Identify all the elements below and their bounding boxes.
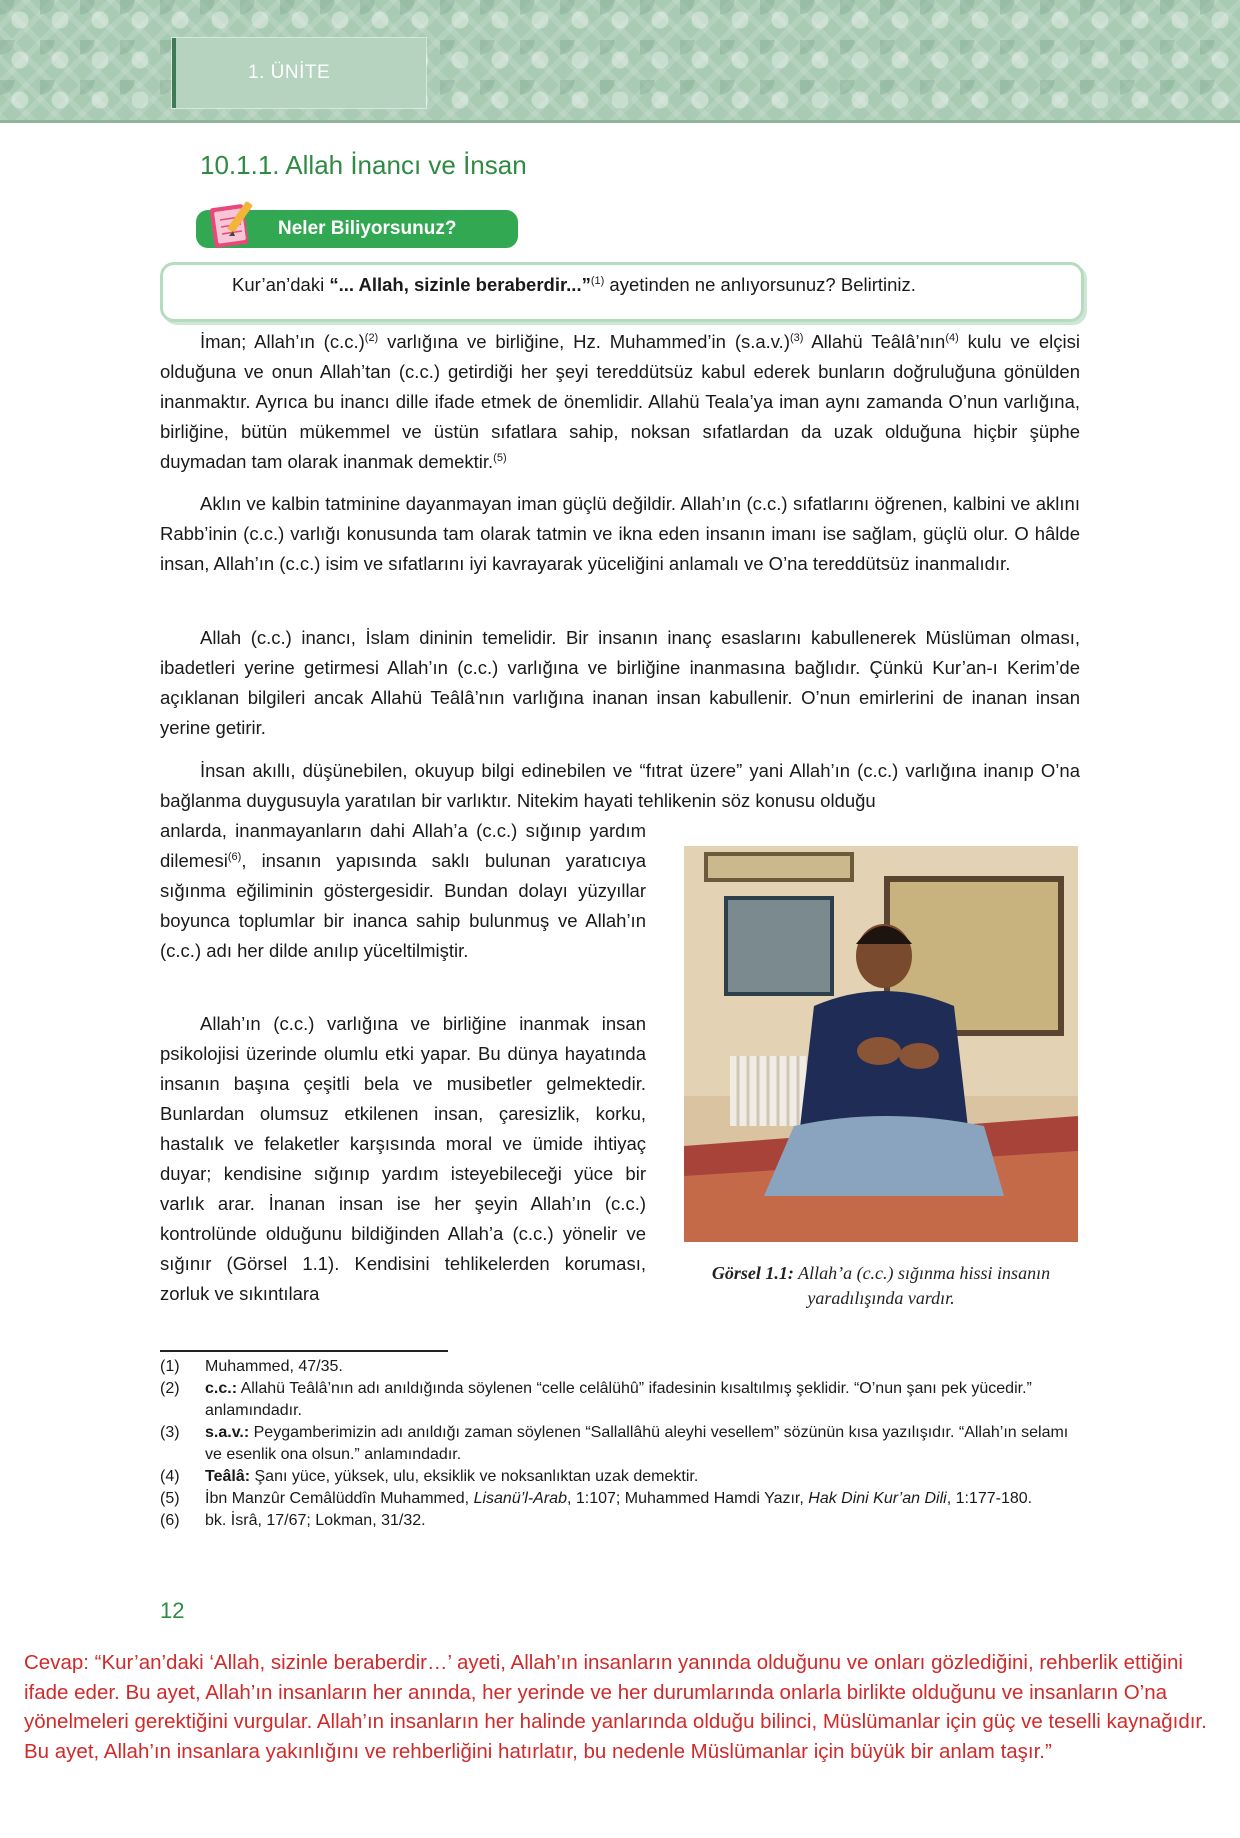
pill-label: Neler Biliyorsunuz?: [278, 218, 457, 239]
unit-label: 1. ÜNİTE: [248, 62, 331, 83]
paragraph-2: Aklın ve kalbin tatminine dayanmayan iman güçlü değildir. Allah’ın (c.c.) sıfatlarını öğrenen, kalbini ve aklını Rabb’inin (c.c.) varlığı konusunda tam olarak tatmin ve ikna eden insanın imanı ise sağlam, güçlü olur. O hâlde insan, Allah’ın (c.c.) isim ve sıfatlarını iyi kavrayarak yüceliğini anlamalı ve O’na tereddütsüz inanmalıdır.: [160, 493, 1080, 574]
answer-text: Cevap: “Kur’an’daki ‘Allah, sizinle beraberdir…’ ayeti, Allah’ın insanların yanında olduğunu ve onları gözlediğini, rehberlik ettiğini ifade eder. Bu ayet, Allah’ın insanların her anında, her yerinde ve her durumlarında onlarla birlikte olduğunu ve insanların O’na yönelmeleri gerektiğini vurgular. Allah’ın insanların her halinde yanlarında olduğu bilinci, Müslümanlar için güç ve teselli kaynağıdır. Bu ayet, Allah’ın insanlara yakınlığını ve rehberliğini hatırlatır, bu nedenle Müslümanlar için büyük bir anlam taşır.”: [24, 1651, 1207, 1763]
footnote-item: (3) s.a.v.: Peygamberimizin adı anıldığı zaman söylenen “Sallallâhü aleyhi vesellem” sözünün kısa yazılışıdır. “Allah’ın selamı ve esenlik ona olsun.” anlamındadır.: [160, 1424, 1069, 1463]
footnote-item: (1) Muhammed, 47/35.: [160, 1358, 343, 1375]
footnote-item: (2) c.c.: Allahü Teâlâ’nın adı anıldığında söylenen “celle celâlühû” ifadesinin kısaltılmış şeklidir. “O’nun şanı pek yücedir.” anlamındadır.: [160, 1380, 1032, 1419]
question-pre: Kur’an’daki: [232, 274, 330, 295]
pencil-notepad-icon: [210, 198, 256, 250]
prayer-photo: [684, 846, 1078, 1242]
footnotes: [160, 1356, 1080, 1532]
section-title: 10.1.1. Allah İnancı ve İnsan: [200, 150, 527, 180]
page-number: 12: [160, 1598, 185, 1623]
paragraph-5: Allah’ın (c.c.) varlığına ve birliğine inanmak insan psikolojisi üzerinde olumlu etki yapar. Bu dünya hayatında insanın başına çeşitli bela ve musibetler gelmektedir. Bunlardan olumsuz etkilenen insan, çaresizlik, korku, hastalık ve felaketler karşısında moral ve ümide ihtiyaç duyar; kendisine sığınıp yardım isteyebileceği yüce bir varlık arar. İnanan insan ise her şeyin Allah’ın (c.c.) kontrolünde olduğunu bildiğinden Allah’a (c.c.) yönelir ve sığınır (Görsel 1.1). Kendisini tehlikelerden koruması, zorluk ve sıkıntılara: [160, 1013, 646, 1304]
footnote-item: (5) İbn Manzûr Cemâlüddîn Muhammed, Lisanü’l-Arab, 1:107; Muhammed Hamdi Yazır, Hak Dini Kur’an Dili, 1:177-180.: [160, 1490, 1033, 1507]
footnote-divider: [160, 1350, 448, 1352]
question-quote: “... Allah, sizinle beraberdir...”: [329, 274, 591, 295]
footnote-item: (6) bk. İsrâ, 17/67; Lokman, 31/32.: [160, 1512, 426, 1529]
figure-caption: Görsel 1.1: Allah’a (c.c.) sığınma hissi insanın yaradılışında vardır.: [711, 1263, 1051, 1308]
question-post: ayetinden ne anlıyorsunuz? Belirtiniz.: [604, 274, 916, 295]
paragraph-4-full: İnsan akıllı, düşünebilen, okuyup bilgi edinebilen ve “fıtrat üzere” yani Allah’ın (c.c.) varlığına inanıp O’na bağlanma duygusuyla yaratılan bir varlıktır. Nitekim hayati tehlikenin söz konusu olduğu: [160, 760, 1080, 811]
footnote-ref: (1): [590, 274, 605, 287]
footnote-item: (4) Teâlâ: Şanı yüce, yüksek, ulu, eksiklik ve noksanlıktan uzak demektir.: [160, 1468, 699, 1485]
paragraph-4-narrow: anlarda, inanmayanların dahi Allah’a (c.c.) sığınıp yardım dilemesi$^{(6)}$, insanın yapısında saklı bulunan yaratıcıya sığınma eğiliminin göstergesidir. Bundan dolayı yüzyıllar boyunca toplumlar bir inanca sahip bulunmuş ve Allah’ın (c.c.) adı her dilde anılıp yüceltilmiştir.: [160, 820, 646, 961]
paragraph-3: Allah (c.c.) inancı, İslam dininin temelidir. Bir insanın inanç esaslarını kabullenerek Müslüman olması, ibadetleri yerine getirmesi Allah’ın (c.c.) varlığına ve birliğine inanmasına bağlıdır. Çünkü Kur’an-ı Kerim’de açıklanan bilgileri ancak Allahü Teâlâ’nın varlığına inanan insan kabullenir. O’nun emirlerini de inanan insan yerine getirir.: [160, 627, 1080, 738]
prayer-illustration: [684, 846, 1078, 1242]
box-question: [232, 274, 916, 296]
paragraph-1: İman; Allah’ın $(c.c.)^{(2)}$ varlığına ve birliğine, Hz. Muhammed’in $(s.a.v.)^{(3)}$ Allahü Teâlâ’nın$^{(4)}$ kulu ve elçisi olduğuna ve onun Allah’tan (c.c.) getirdiği her şeyi tereddütsüz kabul ederek bunların doğruluğuna gönülden inanmaktır. Ayrıca bu inancı dille ifade etmek de önemlidir. Allahü Teala’ya iman aynı zamanda O’nun varlığına, birliğine, bütün mükemmel ve üstün sıfatlara sahip, noksan sıfatlardan da uzak olduğuna hiçbir şüphe duymadan tam olarak inanmak demektir.$^{(5)}$: [160, 331, 1081, 472]
